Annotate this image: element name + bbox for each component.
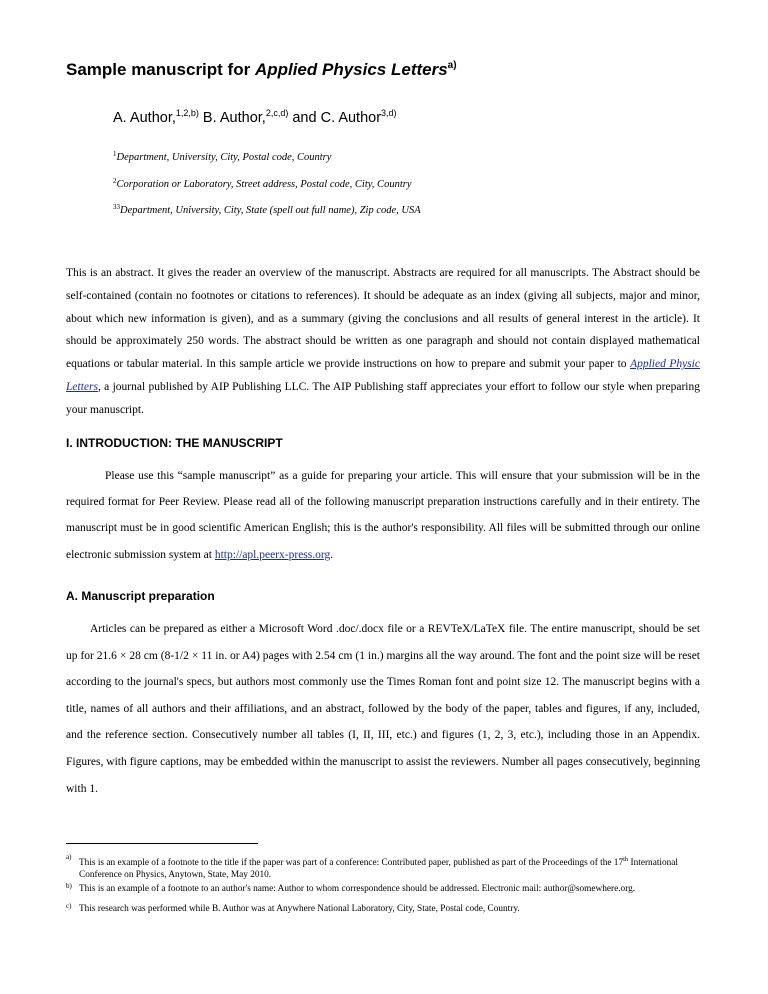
affiliation-text: Corporation or Laboratory, Street address, Postal code, City, Country [116,179,412,190]
footnote-c [66,903,702,915]
introduction-text: Please use this “sample manuscript” as a guide for preparing your article. This will ensure that your submission will be in the required format for Peer Review. Please read all of the following manuscript preparation instructions carefully and in their entirety. The manuscript must be in good scientific American English; this is the author's responsibility. All files will be submitted through our online electronic submission system at [66,470,700,561]
page-title [66,60,457,80]
footnote-mark: c) [66,902,72,910]
footnote-text-end: International Conference on Physics, Anytown, State, May 2010. [79,858,678,880]
abstract-text: This is an abstract. It gives the reader an overview of the manuscript. Abstracts are required for all manuscripts. The Abstract should be self-contained (contain no footnotes or citations to references). It should be adequate as an index (giving all subjects, major and minor, about which new information is given), and as a summary (giving the conclusions and all results of general interest in the article). It should be approximately 250 words. The abstract should be written as one paragraph and should not contain displayed mathematical equations or tabular material. In this sample article we provide instructions on how to prepare and submit your paper to [66,267,700,371]
affiliation [113,150,331,163]
affiliation-text: Department, University, City, Postal code, Country [116,152,332,163]
footnote-text: This is an example of a footnote to the title if the paper was part of a conference: Contributed paper, published as part of the Proceedings of the 17 [79,858,624,868]
introduction-text-end: . [330,548,334,561]
author-affiliation-mark: 1,2,b) [175,108,199,118]
footnote-mark: a) [66,853,72,861]
abstract [66,262,700,422]
affiliation-mark: 33 [113,203,120,211]
affiliation [113,177,411,190]
manuscript-preparation-paragraph: Articles can be prepared as either a Microsoft Word .doc/.docx file or a REVTeX/LaTeX file. The entire manuscript, should be set up for 21.6 × 28 cm (8-1/2 × 11 in. or A4) pages with 2.54 cm (1 in.) margins all the way around. The font and the point size will be reset according to the journal's specs, but authors most commonly use the Times Roman font and point size 12. The manuscript begins with a title, names of all authors and their affiliations, and an abstract, followed by the body of the paper, tables and figures, if any, included, and the reference section. Consecutively number all tables (I, II, III, etc.) and figures (1, 2, 3, etc.), including those in an Appendix. Figures, with figure captions, may be embedded within the manuscript to assist the reviewers. Number all pages consecutively, beginning with 1. [66,623,700,795]
footnote-a [66,854,702,881]
abstract-text-end: , a journal published by AIP Publishing LLC. The AIP Publishing staff appreciates your effort to follow our style when preparing your manuscript. [66,380,700,416]
subsection-heading-manuscript-preparation: A. Manuscript preparation [66,589,215,603]
title-footnote-mark: a) [447,60,457,71]
section-heading-introduction: I. INTRODUCTION: THE MANUSCRIPT [66,436,283,450]
footnote-mark: b) [66,882,72,890]
affiliation-mark: 2 [113,177,117,185]
affiliation-text: Department, University, City, State (spell out full name), Zip code, USA [120,205,421,216]
author-affiliation-mark: 3,d) [381,108,397,118]
author-name: A. Author, [113,110,176,126]
author-affiliation-mark: 2,c,d) [265,108,289,118]
footnote-ordinal: th [623,856,629,863]
footnote-text: This is an example of a footnote to an author's name: Author to whom correspondence should be addressed. Electronic mail: author@somewhere.org. [79,884,636,894]
journal-link[interactable]: Applied Physic Letters [66,358,700,393]
footnote-b [66,883,702,895]
affiliation [113,203,421,216]
author-name: and C. Author [288,110,382,126]
footnote-text: This research was performed while B. Author was at Anywhere National Laboratory, City, State, Postal code, Country. [79,904,520,914]
affiliation-mark: 1 [113,150,117,158]
title-prefix: Sample manuscript for [66,60,255,79]
title-journal: Applied Physics Letters [254,60,448,79]
author-name: B. Author, [198,110,266,126]
footnote-divider [66,843,258,844]
introduction-paragraph [66,463,700,568]
submission-link[interactable]: http://apl.peerx-press.org [214,548,331,561]
author-list [113,108,397,126]
